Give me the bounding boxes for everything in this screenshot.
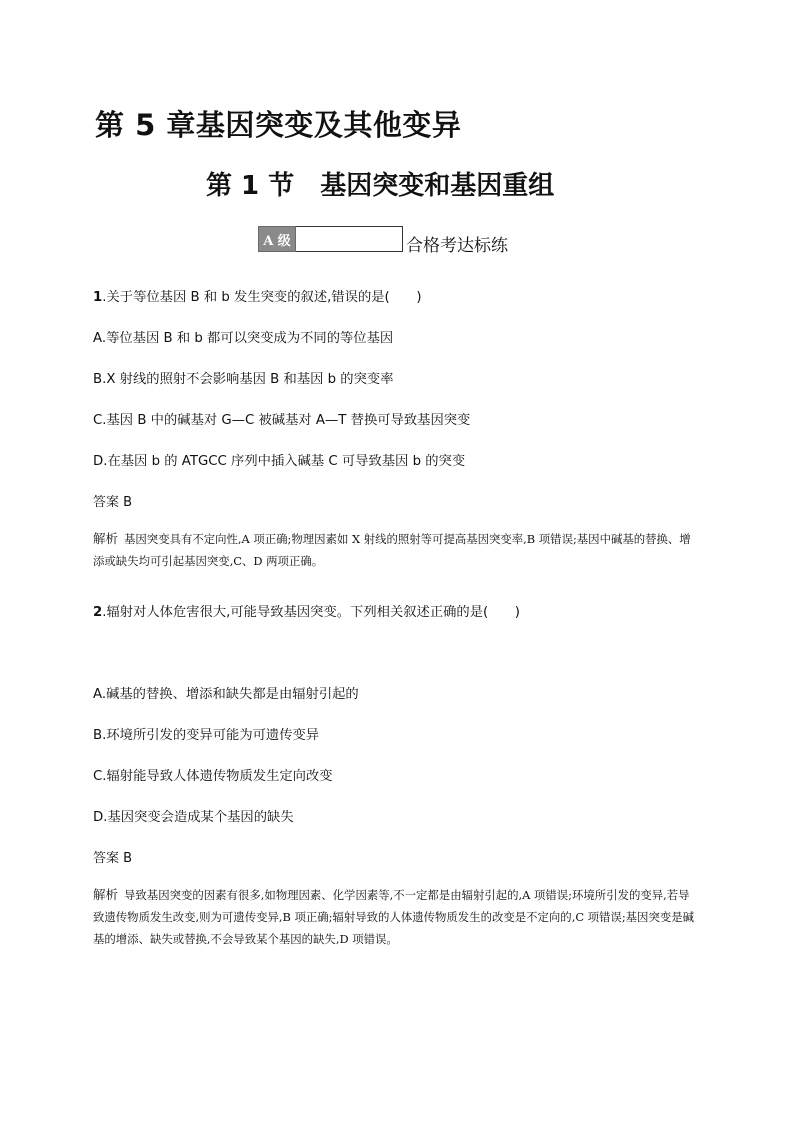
analysis-text: 基因突变具有不定向性,A 项正确;物理因素如 X 射线的照射等可提高基因突变率,B 项错误;基因中碱基的替换、增添或缺失均可引起基因突变,C、D 两项正确。 — [93, 532, 691, 568]
question-number: 1 — [93, 290, 103, 305]
level-header — [258, 226, 508, 256]
analysis-text: 导致基因突变的因素有很多,如物理因素、化学因素等,不一定都是由辐射引起的,A 项错误;环境所引发的变异,若导致遗传物质发生改变,则为可遗传变异,B 项正确;辐射导致的人体遗传物质发生的改变是不定向的,C 项错误;基因突变是碱基的增添、缺失或替换,不会导致某个基因的缺失,D 项错误。 — [93, 888, 695, 946]
question-2-option-c: C.辐射能导致人体遗传物质发生定向改变 — [93, 769, 333, 784]
question-1-answer: 答案 B — [93, 495, 133, 510]
question-1-option-c: C.基因 B 中的碱基对 G—C 被碱基对 A—T 替换可导致基因突变 — [93, 413, 471, 428]
level-badge: A 级 — [258, 226, 296, 252]
level-label: 合格考达标练 — [406, 236, 508, 256]
question-text: .关于等位基因 B 和 b 发生突变的叙述,错误的是( ) — [102, 290, 422, 305]
section-title — [206, 165, 554, 202]
level-blank-box — [296, 226, 403, 252]
question-number: 2 — [93, 605, 103, 620]
question-2-option-b: B.环境所引发的变异可能为可遗传变异 — [93, 728, 320, 743]
question-1-option-b: B.X 射线的照射不会影响基因 B 和基因 b 的突变率 — [93, 372, 394, 387]
question-2-option-d: D.基因突变会造成某个基因的缺失 — [93, 810, 294, 825]
question-2-option-a: A.碱基的替换、增添和缺失都是由辐射引起的 — [93, 687, 359, 702]
analysis-label: 解析 — [93, 887, 119, 902]
question-2-answer: 答案 B — [93, 851, 133, 866]
question-2-stem — [93, 601, 520, 620]
question-text: .辐射对人体危害很大,可能导致基因突变。下列相关叙述正确的是( ) — [102, 605, 520, 620]
section-number: 第 1 节 — [206, 171, 295, 201]
chapter-title: 第 5 章基因突变及其他变异 — [95, 108, 462, 142]
section-name: 基因突变和基因重组 — [320, 171, 555, 201]
question-1-option-a: A.等位基因 B 和 b 都可以突变成为不同的等位基因 — [93, 331, 394, 346]
question-1-stem — [93, 286, 422, 305]
question-1-option-d: D.在基因 b 的 ATGCC 序列中插入碱基 C 可导致基因 b 的突变 — [93, 454, 466, 469]
question-1-analysis — [93, 528, 696, 572]
analysis-label: 解析 — [93, 531, 119, 546]
question-2-analysis — [93, 884, 696, 950]
